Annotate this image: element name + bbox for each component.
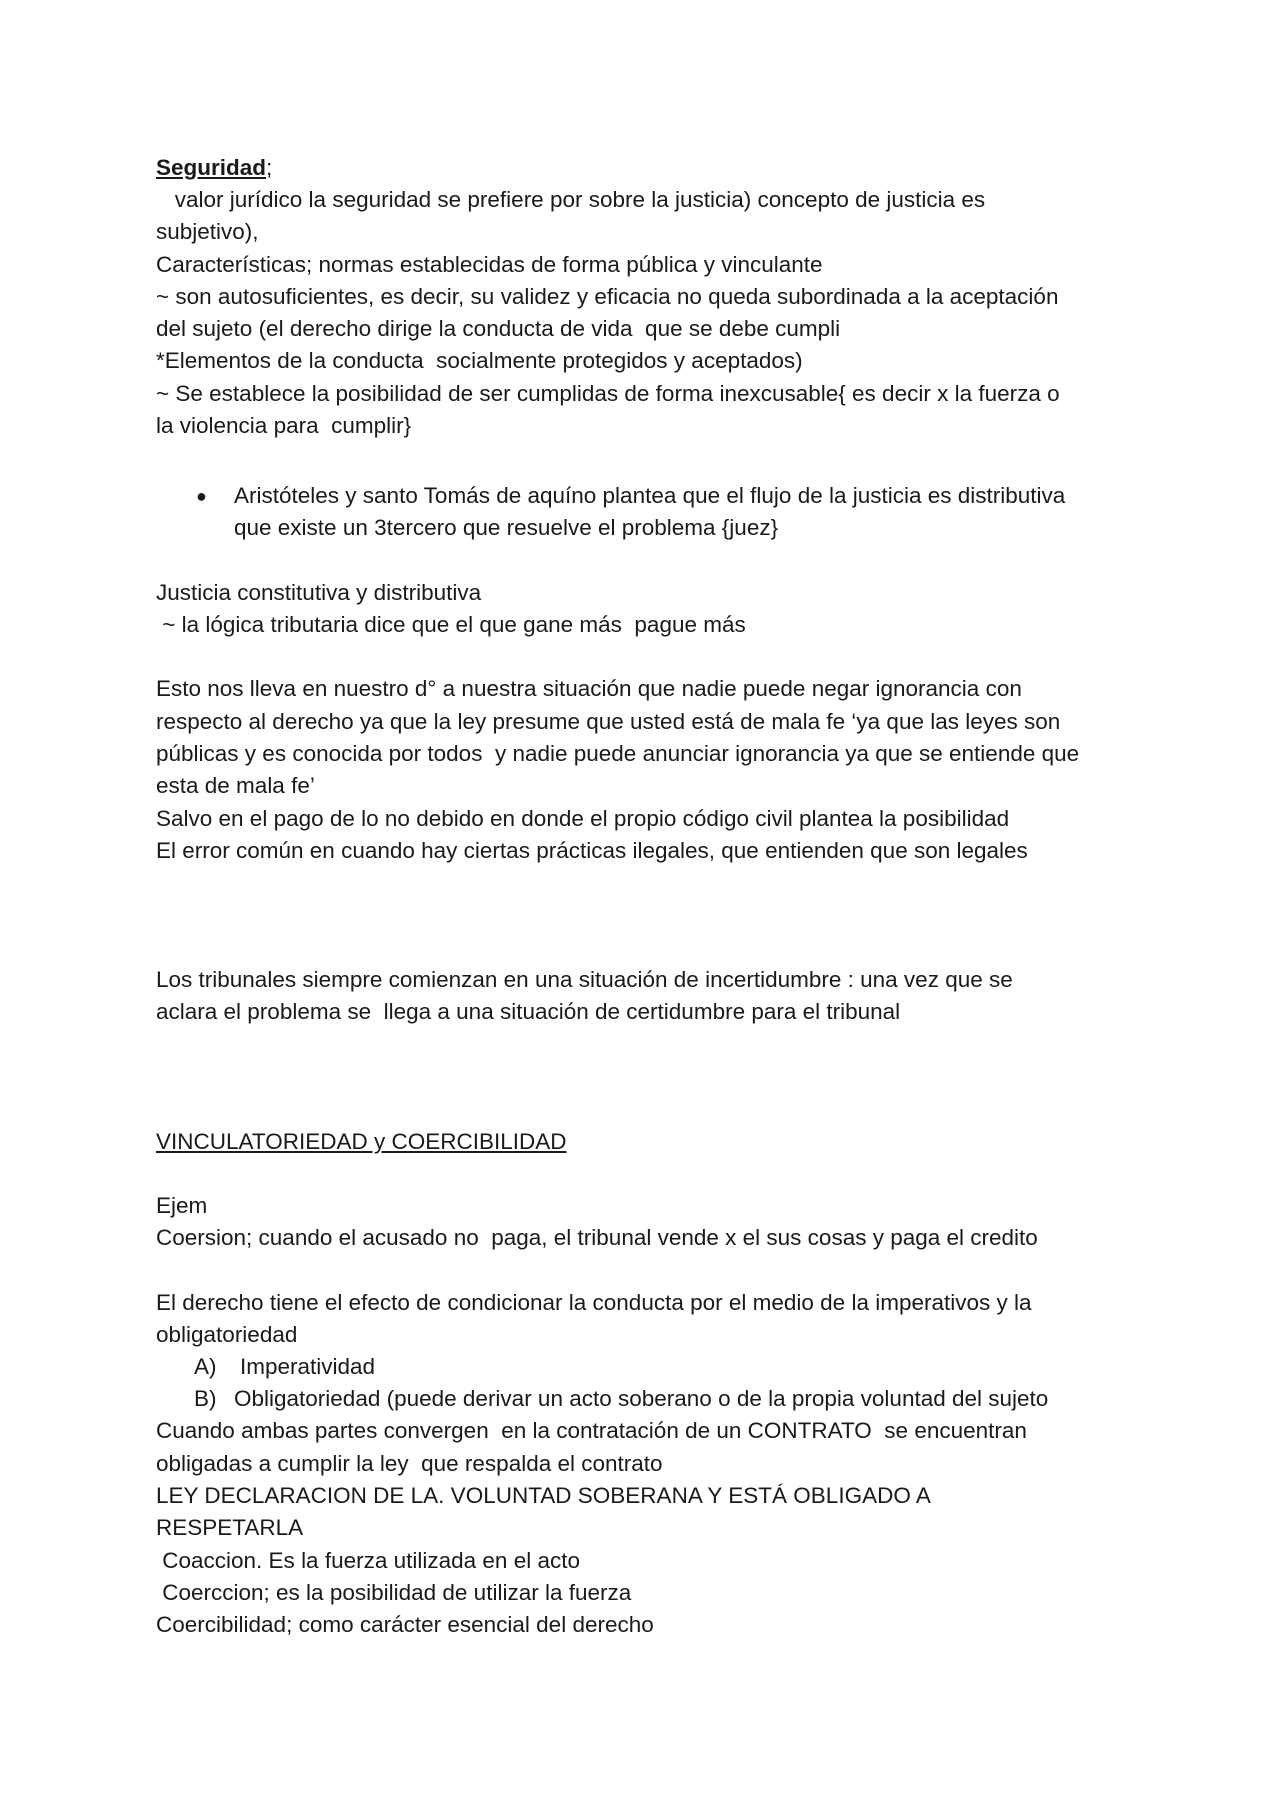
paragraph-line: RESPETARLA (156, 1515, 304, 1540)
title-suffix: ; (266, 155, 273, 180)
paragraph-line: respecto al derecho ya que la ley presume que usted está de mala fe ‘ya que las leyes son (156, 709, 1061, 734)
paragraph-line: del sujeto (el derecho dirige la conducta de vida que se debe cumpli (156, 316, 841, 341)
paragraph-line: esta de mala fe’ (156, 773, 315, 798)
section-heading: VINCULATORIEDAD y COERCIBILIDAD (156, 1129, 567, 1154)
section-title (156, 152, 272, 184)
paragraph-line: Justicia constitutiva y distributiva (156, 580, 482, 605)
list-item: Imperatividad (240, 1354, 376, 1379)
paragraph-line: Coerccion; es la posibilidad de utilizar la fuerza (156, 1580, 632, 1605)
paragraph-line: LEY DECLARACION DE LA. VOLUNTAD SOBERANA Y ESTÁ OBLIGADO A (156, 1483, 931, 1508)
bullet-icon: ● (196, 486, 207, 506)
paragraph-line: El error común en cuando hay ciertas prácticas ilegales, que entienden que son legales (156, 838, 1028, 863)
paragraph-line: Los tribunales siempre comienzan en una situación de incertidumbre : una vez que se (156, 967, 1013, 992)
paragraph-line: ~ Se establece la posibilidad de ser cumplidas de forma inexcusable{ es decir x la fuerza o (156, 381, 1060, 406)
list-item: Obligatoriedad (puede derivar un acto soberano o de la propia voluntad del sujeto (234, 1386, 1049, 1411)
paragraph-line: Ejem (156, 1193, 208, 1218)
paragraph-line: públicas y es conocida por todos y nadie puede anunciar ignorancia ya que se entiende que (156, 741, 1080, 766)
paragraph-line: ~ la lógica tributaria dice que el que gane más pague más (156, 612, 746, 637)
bullet-line: Aristóteles y santo Tomás de aquíno plantea que el flujo de la justicia es distributiva (234, 483, 1066, 508)
paragraph-line: Coercibilidad; como carácter esencial del derecho (156, 1612, 654, 1637)
paragraph-line: ~ son autosuficientes, es decir, su validez y eficacia no queda subordinada a la aceptación (156, 284, 1059, 309)
list-marker: A) (194, 1354, 217, 1379)
paragraph-line: obligatoriedad (156, 1322, 298, 1347)
paragraph-line: aclara el problema se llega a una situación de certidumbre para el tribunal (156, 999, 901, 1024)
paragraph-line: Características; normas establecidas de forma pública y vinculante (156, 252, 823, 277)
paragraph-line: El derecho tiene el efecto de condicionar la conducta por el medio de la imperativos y la (156, 1290, 1032, 1315)
list-marker: B) (194, 1386, 217, 1411)
paragraph-line: Salvo en el pago de lo no debido en donde el propio código civil plantea la posibilidad (156, 806, 1010, 831)
paragraph-line: valor jurídico la seguridad se prefiere por sobre la justicia) concepto de justicia es (156, 187, 986, 212)
paragraph-line: subjetivo), (156, 219, 259, 244)
bullet-line: que existe un 3tercero que resuelve el problema {juez} (234, 515, 779, 540)
paragraph-line: Cuando ambas partes convergen en la contratación de un CONTRATO se encuentran (156, 1418, 1027, 1443)
paragraph-line: obligadas a cumplir la ley que respalda el contrato (156, 1451, 663, 1476)
paragraph-line: *Elementos de la conducta socialmente protegidos y aceptados) (156, 348, 803, 373)
paragraph-line: Esto nos lleva en nuestro d° a nuestra situación que nadie puede negar ignorancia con (156, 676, 1022, 701)
paragraph-line: la violencia para cumplir} (156, 413, 412, 438)
paragraph-line: Coersion; cuando el acusado no paga, el tribunal vende x el sus cosas y paga el credito (156, 1225, 1038, 1250)
title-text: Seguridad (156, 155, 267, 180)
paragraph-line: Coaccion. Es la fuerza utilizada en el acto (156, 1548, 580, 1573)
